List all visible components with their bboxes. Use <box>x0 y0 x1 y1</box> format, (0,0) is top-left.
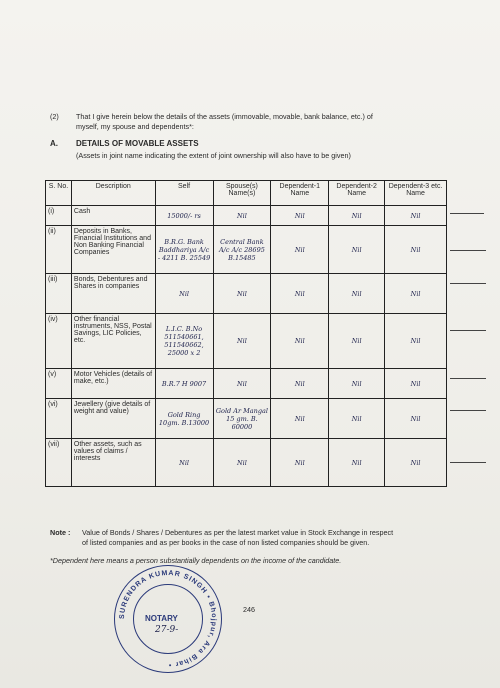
row-description: Motor Vehicles (details of make, etc.) <box>71 369 155 399</box>
note-line-1: Value of Bonds / Shares / Debentures as per the latest market value in Stock Exchange in respect <box>82 528 394 537</box>
row-description: Other financial instruments, NSS, Postal Savings, LIC Policies, etc. <box>71 314 155 369</box>
paragraph-line-2: myself, my spouse and dependents*: <box>76 122 194 131</box>
self-value: Gold Ring 10gm. B.13000 <box>155 399 213 439</box>
paragraph-line-1: That I give herein below the details of the assets (immovable, movable, bank balance, etc.) of <box>76 112 373 121</box>
dependent-3-value: Nil <box>385 399 447 439</box>
margin-line <box>450 378 486 379</box>
notary-stamp <box>114 565 222 673</box>
column-header: S. No. <box>46 181 72 206</box>
table-row <box>46 274 447 314</box>
row-number: (ii) <box>46 226 72 274</box>
dependent-1-value: Nil <box>271 226 329 274</box>
dependent-3-value: Nil <box>385 369 447 399</box>
spouse-value: Nil <box>213 439 271 487</box>
row-description: Jewellery (give details of weight and value) <box>71 399 155 439</box>
row-description: Deposits in Banks, Financial Institutions and Non Banking Financial Companies <box>71 226 155 274</box>
dependent-3-value: Nil <box>385 314 447 369</box>
dependent-2-value: Nil <box>329 399 385 439</box>
section-note: (Assets in joint name indicating the extent of joint ownership will also have to be given) <box>76 151 351 160</box>
table-row <box>46 314 447 369</box>
note-label: Note : <box>50 528 71 537</box>
column-header: Description <box>71 181 155 206</box>
dependent-3-value: Nil <box>385 226 447 274</box>
row-description: Bonds, Debentures and Shares in companies <box>71 274 155 314</box>
dependent-2-value: Nil <box>329 206 385 226</box>
spouse-value: Nil <box>213 274 271 314</box>
dependent-2-value: Nil <box>329 369 385 399</box>
self-value: 15000/- rs <box>155 206 213 226</box>
table-row <box>46 399 447 439</box>
spouse-value: Nil <box>213 314 271 369</box>
table-row <box>46 226 447 274</box>
table-header-row <box>46 181 447 206</box>
column-header: Dependent-1 Name <box>271 181 329 206</box>
dependent-2-value: Nil <box>329 314 385 369</box>
stamp-center-text: NOTARY <box>145 614 178 623</box>
self-value: B.R.7 H 9007 <box>155 369 213 399</box>
row-number: (vi) <box>46 399 72 439</box>
dependent-1-value: Nil <box>271 399 329 439</box>
margin-line <box>450 462 486 463</box>
margin-line <box>450 410 486 411</box>
page-number: 246 <box>243 605 255 614</box>
paragraph-number: (2) <box>50 112 59 121</box>
self-value: L.I.C. B.No 511540661, 511540662, 25000 x 2 <box>155 314 213 369</box>
svg-text:SURENDRA KUMAR SINGH • Bhojpur: SURENDRA KUMAR SINGH • Bhojpur, Ara Bihar • <box>118 569 218 669</box>
margin-line <box>450 250 486 251</box>
spouse-value: Nil <box>213 206 271 226</box>
column-header: Dependent-2 Name <box>329 181 385 206</box>
row-description: Cash <box>71 206 155 226</box>
spouse-value: Nil <box>213 369 271 399</box>
dependent-2-value: Nil <box>329 439 385 487</box>
dependent-note: *Dependent here means a person substantially dependents on the income of the candidate. <box>50 556 342 565</box>
margin-line <box>450 330 486 331</box>
row-number: (i) <box>46 206 72 226</box>
self-value: B.R.G. Bank Baddhariya A/c - 4211 B. 25549 <box>155 226 213 274</box>
table-row <box>46 439 447 487</box>
table-row <box>46 206 447 226</box>
dependent-2-value: Nil <box>329 274 385 314</box>
column-header: Spouse(s) Name(s) <box>213 181 271 206</box>
dependent-1-value: Nil <box>271 314 329 369</box>
spouse-value: Gold Ar Mangal 15 gm. B. 60000 <box>213 399 271 439</box>
self-value: Nil <box>155 439 213 487</box>
note-line-2: of listed companies and as per books in the case of non listed companies should be given. <box>82 538 370 547</box>
dependent-1-value: Nil <box>271 206 329 226</box>
dependent-1-value: Nil <box>271 439 329 487</box>
dependent-1-value: Nil <box>271 274 329 314</box>
row-description: Other assets, such as values of claims / interests <box>71 439 155 487</box>
row-number: (v) <box>46 369 72 399</box>
dependent-1-value: Nil <box>271 369 329 399</box>
column-header: Self <box>155 181 213 206</box>
section-letter: A. <box>50 139 58 148</box>
self-value: Nil <box>155 274 213 314</box>
section-title: DETAILS OF MOVABLE ASSETS <box>76 139 199 148</box>
dependent-3-value: Nil <box>385 206 447 226</box>
spouse-value: Central Bank A/c A/c 28695 B.15485 <box>213 226 271 274</box>
row-number: (vii) <box>46 439 72 487</box>
row-number: (iv) <box>46 314 72 369</box>
dependent-2-value: Nil <box>329 226 385 274</box>
table-row <box>46 369 447 399</box>
column-header: Dependent-3 etc. Name <box>385 181 447 206</box>
margin-line <box>450 213 484 214</box>
movable-assets-table <box>45 180 447 487</box>
margin-line <box>450 283 486 284</box>
dependent-3-value: Nil <box>385 274 447 314</box>
row-number: (iii) <box>46 274 72 314</box>
stamp-date: 27-9- <box>155 625 179 635</box>
dependent-3-value: Nil <box>385 439 447 487</box>
